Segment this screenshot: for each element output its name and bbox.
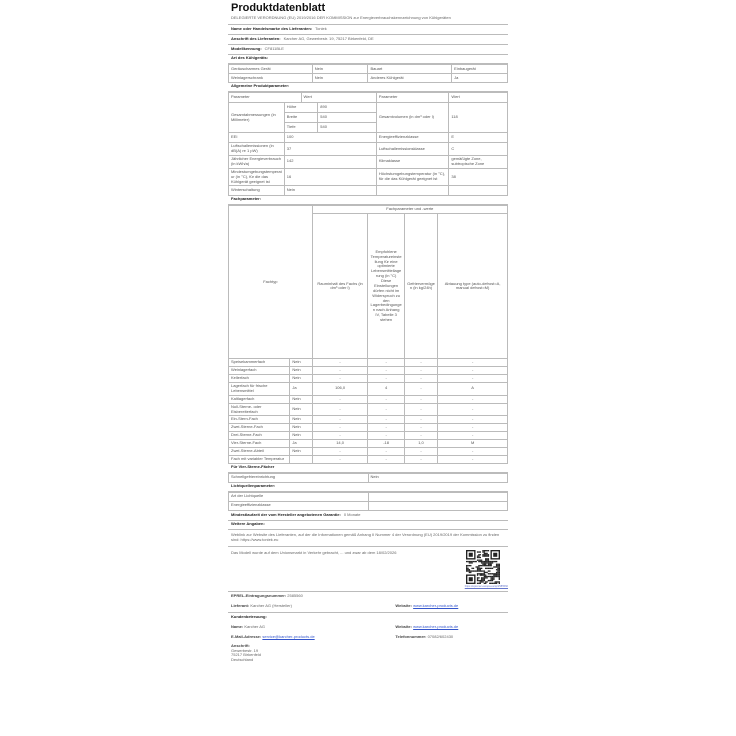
compartment-temperature: - [368, 447, 404, 455]
compartment-defrost: - [438, 447, 508, 455]
general-param-row [229, 133, 508, 143]
height-value: 890 [318, 103, 377, 113]
regulation-intro: DELEGIERTE VERORDNUNG (EU) 2019/2016 DER KOMMISSION zur Energieverbrauchskennzeichnung von Kühlgeräten [228, 16, 508, 25]
name-label: Name: [231, 624, 244, 630]
temperature-header: Empfohlene Temperatureinstellung für eine optimierte Lebensmittellagerung (in °C) Diese Einstellungen dürfen nicht im Widerspruch zu den Lagerbedingungen nach Anhang IV, Tabelle 3 stehen [368, 214, 404, 359]
compartment-row [229, 432, 508, 440]
address-line: Deutschland [231, 657, 254, 663]
website-label: Website: [395, 603, 412, 609]
compartment-defrost: M [438, 440, 508, 448]
compartment-type: Zwei-Sterne-Fach [229, 424, 290, 432]
header-cell: Parameter [229, 93, 302, 103]
device-type-cell: Nein [312, 65, 368, 74]
dims-row [229, 103, 508, 113]
compartment-temperature: - [368, 416, 404, 424]
volume-label: Gesamtvolumen (in dm³ oder l) [376, 103, 449, 133]
compartment-temperature: - [368, 359, 404, 367]
supplier2-label: Lieferant: [231, 603, 250, 609]
compartment-type: Fach mit variabler Temperatur [229, 455, 290, 463]
four-star-heading: Für Vier-Sterne-Fächer [228, 464, 508, 473]
param-label: Jährlicher Energieverbrauch (in kWh/a) [229, 156, 285, 169]
param-label [376, 186, 449, 196]
compartment-defrost: - [438, 455, 508, 463]
param-value: Nein [284, 186, 376, 196]
model-label: Modellkennung: [231, 46, 262, 52]
light-type-row [229, 492, 508, 501]
compartment-present: Nein [290, 375, 312, 383]
compartment-type: Kellerfach [229, 375, 290, 383]
market-block [228, 547, 508, 592]
compartment-defrost: - [438, 375, 508, 383]
header-cell: Wert [301, 93, 376, 103]
quick-freeze-label: Schnellgefriereinrichtung [229, 473, 369, 482]
website2-label: Website: [395, 624, 412, 630]
market-text: Das Modell wurde auf dem Unionsmarkt in Verkehr gebracht, ... und zwar ab dem 18/02/2026 [231, 549, 397, 555]
device-type-cell: Weinlagerschrank [229, 74, 313, 83]
param-value: gemäßigte Zone, subtropische Zone [449, 156, 508, 169]
compartment-defrost: A [438, 383, 508, 396]
compartment-volume: - [312, 432, 368, 440]
compartment-defrost: - [438, 395, 508, 403]
param-value: 142 [284, 156, 376, 169]
param-value: 100 [284, 133, 376, 143]
header-cell: Wert [449, 93, 508, 103]
compartment-type: Weinlagerfach [229, 367, 290, 375]
param-label: Mindestumgebungstemperatur (in °C), für die das Kühlgerät geeignet ist [229, 168, 285, 186]
compartment-present: Nein [290, 424, 312, 432]
compartment-defrost: - [438, 367, 508, 375]
device-type-cell: Ja [452, 74, 508, 83]
compartment-freezing: - [404, 383, 437, 396]
compartment-group-header: Fachparameter und -werte [312, 206, 507, 214]
compartment-type: Null-Sterne- oder Eisbereiterfach [229, 403, 290, 416]
customer-name: Karcher AG [244, 624, 266, 630]
compartment-defrost: - [438, 416, 508, 424]
address-label: Anschrift: [231, 642, 250, 648]
width-value: 540 [318, 113, 377, 123]
param-label: Winterschaltung [229, 186, 285, 196]
compartment-present: Nein [290, 416, 312, 424]
supplier-address-row [228, 35, 508, 45]
compartment-volume: - [312, 455, 368, 463]
compartment-temperature: -18 [368, 440, 404, 448]
light-type-value [368, 492, 508, 501]
compartment-present: Nein [290, 432, 312, 440]
device-type-cell: Anderes Kühlgerät [368, 74, 452, 83]
general-header-row [229, 93, 508, 103]
address-line: Gewerbestr. 19 [231, 647, 259, 653]
compartment-temperature: - [368, 432, 404, 440]
compartment-temperature: - [368, 403, 404, 416]
compartment-defrost: - [438, 432, 508, 440]
qr-link[interactable]: https://eprel.ec.europa.eu/qr/2585560 [464, 584, 508, 588]
compartment-freezing: - [404, 359, 437, 367]
param-label: Klimaklasse [376, 156, 449, 169]
compartment-row [229, 403, 508, 416]
compartment-volume: - [312, 359, 368, 367]
compartment-row [229, 359, 508, 367]
address-block [228, 643, 508, 665]
compartment-type: Vier-Sterne-Fach [229, 440, 290, 448]
light-class-label: Energieeffizienzklasse [229, 501, 369, 510]
light-class-value [368, 501, 508, 510]
compartment-type: Lagerfach für frische Lebensmittel [229, 383, 290, 396]
address-line: 75217 Birkenfeld [231, 652, 262, 658]
compartment-type: Drei-Sterne-Fach [229, 432, 290, 440]
email-link[interactable]: service@karcher-products.de [262, 634, 315, 640]
device-type-cell: Einbaugerät [452, 65, 508, 74]
general-param-row [229, 168, 508, 186]
compartment-row [229, 375, 508, 383]
height-label: Höhe [284, 103, 317, 113]
device-type-cell: Nein [312, 74, 368, 83]
compartment-temperature: - [368, 455, 404, 463]
compartment-temperature: - [368, 367, 404, 375]
email-label: E-Mail-Adresse: [231, 634, 262, 640]
param-label: Luftschallemissionsklasse [376, 143, 449, 156]
phone-label: Telefonnummer: [395, 634, 427, 640]
dims-label: Gesamtabmessungen (in Millimeter) [229, 103, 285, 133]
compartment-temperature: 4 [368, 383, 404, 396]
additional-text: Weblink zur Website des Lieferanten, auf der die Informationen gemäß Anhang II Nummer 4 der Verordnung (EU) 2019/2019 der Kommission zu finden sind: https://www.toniek.eu [231, 531, 500, 542]
compartment-freezing: - [404, 432, 437, 440]
compartment-temperature: - [368, 375, 404, 383]
compartment-volume: - [312, 367, 368, 375]
qr-code-icon[interactable] [466, 550, 500, 584]
compartment-present: Nein [290, 367, 312, 375]
volume-header: Rauminhalt des Fachs (in dm³ oder l) [312, 214, 368, 359]
general-params-table [228, 92, 508, 196]
compartment-row [229, 447, 508, 455]
compartment-freezing: - [404, 395, 437, 403]
compartment-row [229, 440, 508, 448]
compartment-present [290, 455, 312, 463]
supplier-name-label: Name oder Handelsmarke des Lieferanten: [231, 26, 313, 32]
light-type-label: Art der Lichtquelle [229, 492, 369, 501]
compartment-freezing: - [404, 424, 437, 432]
volume-value: 118 [449, 103, 508, 133]
compartment-row [229, 395, 508, 403]
product-data-sheet [228, 0, 508, 736]
device-type-row [229, 65, 508, 74]
compartment-volume: 106,0 [312, 383, 368, 396]
light-heading: Lichtquellenparameter: [228, 483, 508, 492]
quick-freeze-row [229, 473, 508, 482]
additional-heading: Weitere Angaben: [228, 521, 508, 530]
light-class-row [229, 501, 508, 510]
compartment-freezing: - [404, 367, 437, 375]
compartment-row [229, 424, 508, 432]
param-label: EEI [229, 133, 285, 143]
width-label: Breite [284, 113, 317, 123]
param-value: 37 [284, 143, 376, 156]
website2-link[interactable]: www.karcher-products.de [413, 624, 459, 630]
compartment-present: Nein [290, 359, 312, 367]
compartment-volume: - [312, 416, 368, 424]
param-value: C [449, 143, 508, 156]
freezing-header: Gefriervermögen (in kg/24h) [404, 214, 437, 359]
compartment-heading: Fachparameter: [228, 196, 508, 205]
compartment-freezing: - [404, 375, 437, 383]
compartment-volume: - [312, 447, 368, 455]
compartment-volume: - [312, 395, 368, 403]
phone-number: 07082/602430 [427, 634, 454, 640]
model-row [228, 45, 508, 55]
compartment-type: Zwei-Sterne-Abteil [229, 447, 290, 455]
customer-service-heading: Kundenbetreuung: [231, 614, 267, 620]
supplier-address: Karcher AG, Gewerbestr. 19, 75217 Birkenfeld, DE [283, 36, 374, 42]
email-row [228, 633, 508, 643]
device-type-cell: Bauart [368, 65, 452, 74]
compartment-temperature: - [368, 424, 404, 432]
general-param-row [229, 186, 508, 196]
defrost-header: Abtauung type (auto-defrost=A, manual defrost=M) [438, 214, 508, 359]
compartment-present: Nein [290, 403, 312, 416]
eprel-row [228, 592, 508, 602]
param-value: 38 [449, 168, 508, 186]
compartment-row [229, 455, 508, 463]
compartment-row [229, 383, 508, 396]
general-params-heading: Allgemeine Produktparameter: [228, 83, 508, 92]
compartment-group-row [229, 206, 508, 214]
compartment-type: Speisekammerfach [229, 359, 290, 367]
additional-info [228, 530, 508, 547]
warranty-row [228, 511, 508, 521]
compartment-volume: - [312, 375, 368, 383]
supplier-contact-row [228, 602, 508, 613]
light-table [228, 492, 508, 511]
supplier-address-label: Anschrift des Lieferanten: [231, 36, 281, 42]
depth-value: 540 [318, 123, 377, 133]
device-type-table [228, 64, 508, 83]
compartment-type: Ein-Stern-Fach [229, 416, 290, 424]
supplier-name-row [228, 25, 508, 35]
eprel-label: EPREL-Eintragungsnummer: [231, 593, 287, 599]
compartment-temperature: - [368, 395, 404, 403]
compartment-present: Nein [290, 447, 312, 455]
compartment-volume: - [312, 424, 368, 432]
website-link[interactable]: www.karcher-products.de [413, 603, 459, 609]
customer-name-row [228, 623, 508, 633]
compartment-defrost: - [438, 403, 508, 416]
compartment-freezing: - [404, 455, 437, 463]
sheet-title: Produktdatenblatt [231, 2, 326, 14]
param-label: Luftschallemissionen (in dB(A) re 1 pW) [229, 143, 285, 156]
warranty-value: 0 Monate [343, 511, 361, 517]
compartment-freezing: - [404, 403, 437, 416]
compartment-freezing: - [404, 447, 437, 455]
compartment-volume: - [312, 403, 368, 416]
general-param-row [229, 143, 508, 156]
device-type-row [229, 74, 508, 83]
quick-freeze-table [228, 473, 508, 483]
compartment-row [229, 416, 508, 424]
header-cell: Parameter [376, 93, 449, 103]
compartment-defrost: - [438, 424, 508, 432]
device-type-heading: Art des Kühlgeräts: [228, 55, 508, 64]
param-value: 16 [284, 168, 376, 186]
param-value: E [449, 133, 508, 143]
general-param-row [229, 156, 508, 169]
model-id: CF811BLE [264, 46, 284, 52]
supplier-name: Toniek [315, 26, 327, 32]
compartment-present: Ja [290, 383, 312, 396]
device-type-cell: Geräuscharmes Gerät [229, 65, 313, 74]
eprel-number: 2585560 [287, 593, 303, 599]
compartment-freezing: 1,0 [404, 440, 437, 448]
compartment-volume: 14,0 [312, 440, 368, 448]
compartment-present: Nein [290, 395, 312, 403]
param-value [449, 186, 508, 196]
compartment-defrost: - [438, 359, 508, 367]
compartment-freezing: - [404, 416, 437, 424]
warranty-label: Mindestlaufzeit der vom Hersteller angebotenen Garantie: [231, 511, 341, 517]
compartment-present: Ja [290, 440, 312, 448]
compartment-type-header: Fachtyp [229, 206, 313, 359]
quick-freeze-value: Nein [368, 473, 508, 482]
compartment-type: Kaltlagerfach [229, 395, 290, 403]
depth-label: Tiefe [284, 123, 317, 133]
compartment-table [228, 205, 508, 463]
param-label: Energieeffizienzklasse [376, 133, 449, 143]
param-label: Höchstumgebungstemperatur (in °C), für die das Kühlgerät geeignet ist [376, 168, 449, 186]
compartment-row [229, 367, 508, 375]
supplier2-value: Karcher AG (Hersteller) [250, 603, 292, 609]
